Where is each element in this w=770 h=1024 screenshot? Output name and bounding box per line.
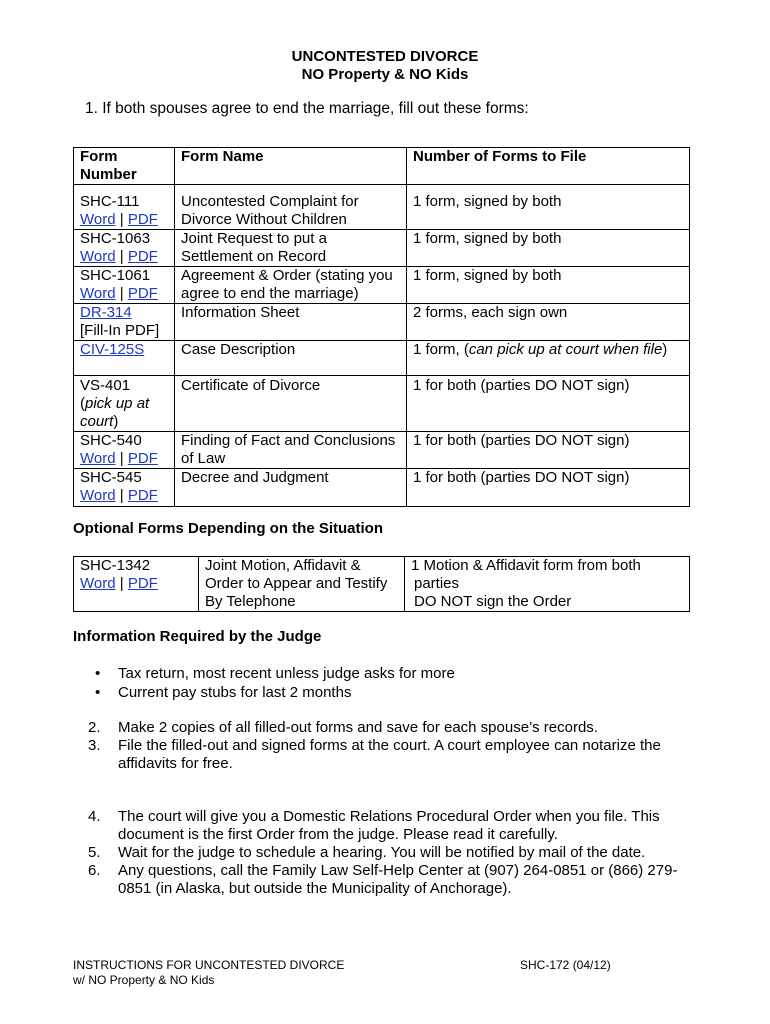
pdf-link[interactable]: PDF [127,285,158,302]
pdf-link[interactable]: PDF [127,450,158,467]
steps-list [85,719,685,773]
form-name: Certificate of Divorce [175,376,407,432]
form-count: 2 forms, each sign own [407,304,690,341]
form-count: 1 for both (parties DO NOT sign) [407,469,690,507]
table-row: SHC-1063 Word | PDF Joint Request to put a Settlement on Record 1 form, signed by both [74,230,690,267]
optional-forms-heading: Optional Forms Depending on the Situation [73,520,383,537]
table-row: SHC-545 Word | PDF Decree and Judgment 1 for both (parties DO NOT sign) [74,469,690,507]
civ-125s-link[interactable]: CIV-125S [80,341,145,358]
form-name: Case Description [175,341,407,376]
word-link[interactable]: Word [80,248,116,265]
word-link[interactable]: Word [80,211,116,228]
table-row [74,341,690,376]
word-link[interactable]: Word [80,450,116,467]
word-link[interactable]: Word [80,487,116,504]
table-row: SHC-540 Word | PDF Finding of Fact and Conclusions of Law 1 for both (parties DO NOT sign) [74,432,690,469]
form-name: Joint Motion, Affidavit & Order to Appear and Testify By Telephone [199,557,405,612]
form-name: Finding of Fact and Conclusions of Law [175,432,407,469]
pdf-link[interactable]: PDF [127,211,158,228]
form-name: Decree and Judgment [175,469,407,507]
list-item: 3. File the filled-out and signed forms at the court. A court employee can notarize the affidavits for free. [88,737,661,772]
form-number: SHC-1063 [80,230,151,247]
table-row: SHC-1061 Word | PDF Agreement & Order (stating you agree to end the marriage) 1 form, signed by both [74,267,690,304]
form-name: Information Sheet [175,304,407,341]
header-form-name: Form Name [175,148,407,185]
form-number: SHC-111 [80,193,140,210]
pdf-link[interactable]: PDF [127,575,158,592]
form-count: 1 form, (can pick up at court when file) [407,341,690,376]
word-link[interactable]: Word [80,575,116,592]
steps-list-continued [85,808,685,898]
intro-step: 1. If both spouses agree to end the marriage, fill out these forms: [85,100,529,117]
footer-form-code: SHC-172 (04/12) [520,958,611,972]
judge-info-list [85,664,455,702]
footer-title: INSTRUCTIONS FOR UNCONTESTED DIVORCE w/ NO Property & NO Kids [73,958,345,987]
list-item: 6. Any questions, call the Family Law Self-Help Center at (907) 264-0851 or (866) 279-0851 (in Alaska, but outside the Municipality of Anchorage). [88,862,678,897]
form-name: Uncontested Complaint for Divorce Without Children [175,185,407,230]
form-count: 1 for both (parties DO NOT sign) [407,376,690,432]
list-item: • Tax return, most recent unless judge asks for more [85,664,455,683]
list-item: 2. Make 2 copies of all filled-out forms and save for each spouse’s records. [88,719,598,736]
table-row: SHC-1342 Word | PDF Joint Motion, Affidavit & Order to Appear and Testify By Telephone 1 Motion & Affidavit form from both parties DO NOT sign the Order [74,557,690,612]
forms-table [73,147,690,507]
table-row: SHC-111 Word | PDF Uncontested Complaint for Divorce Without Children 1 form, signed by both [74,185,690,230]
list-item: 4. The court will give you a Domestic Relations Procedural Order when you file. This document is the first Order from the judge. Please read it carefully. [88,808,660,843]
form-number: SHC-540 [80,432,142,449]
optional-forms-table [73,556,690,612]
form-name: Agreement & Order (stating you agree to end the marriage) [175,267,407,304]
list-item: 5. Wait for the judge to schedule a hearing. You will be notified by mail of the date. [88,844,646,861]
form-name: Joint Request to put a Settlement on Record [175,230,407,267]
word-link[interactable]: Word [80,285,116,302]
judge-info-heading: Information Required by the Judge [73,628,322,645]
table-row: VS-401 (pick up at court) Certificate of Divorce 1 for both (parties DO NOT sign) [74,376,690,432]
form-count: 1 form, signed by both [407,230,690,267]
list-item: • Current pay stubs for last 2 months [85,683,455,702]
form-count: 1 form, signed by both [407,267,690,304]
form-number: VS-401 [80,377,131,394]
fill-in-note: [Fill-In PDF] [80,322,160,339]
form-number: SHC-1342 [80,557,151,574]
pdf-link[interactable]: PDF [127,248,158,265]
pdf-link[interactable]: PDF [127,487,158,504]
form-count: 1 for both (parties DO NOT sign) [407,432,690,469]
form-number: SHC-1061 [80,267,151,284]
page-title: UNCONTESTED DIVORCE [291,48,479,65]
dr-314-link[interactable]: DR-314 [80,304,132,321]
table-row [74,304,690,341]
form-count: 1 form, signed by both [407,185,690,230]
header-form-number: Form Number [74,148,175,185]
page-subtitle: NO Property & NO Kids [301,66,469,83]
form-count: 1 Motion & Affidavit form from both parties DO NOT sign the Order [405,557,690,612]
header-forms-count: Number of Forms to File [407,148,690,185]
table-header-row [74,148,690,185]
form-number: SHC-545 [80,469,142,486]
